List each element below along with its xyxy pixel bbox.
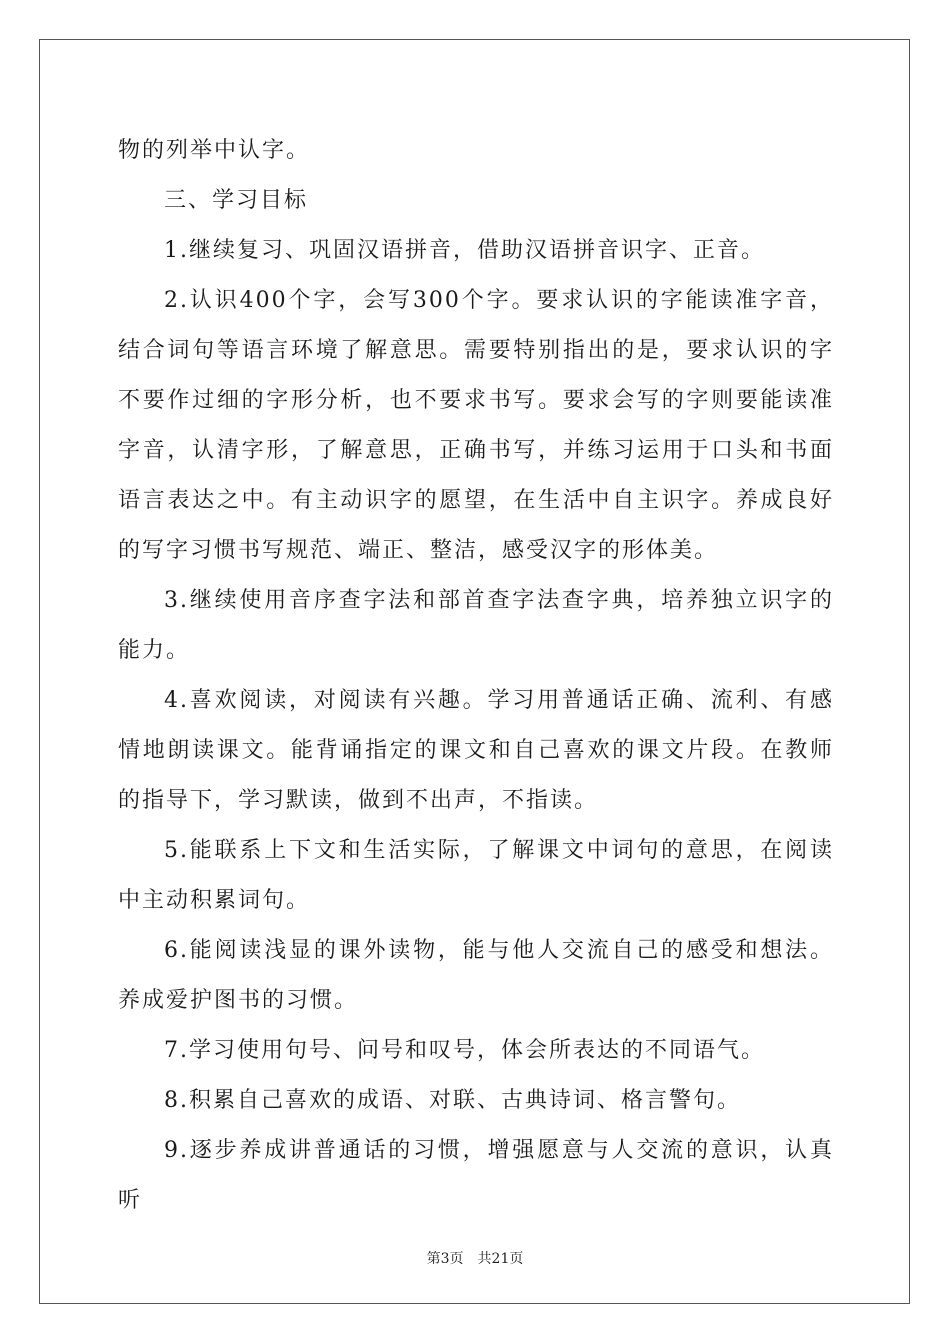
goal-item-2: 2.认识400个字，会写300个字。要求认识的字能读准字音，结合词句等语言环境了解意思。需要特别指出的是，要求认识的字不要作过细的字形分析，也不要求书写。要求会写的字则要能读准字音，认清字形，了解意思，正确书写，并练习运用于口头和书面语言表达之中。有主动识字的愿望，在生活中自主识字。养成良好的写字习惯书写规范、端正、整洁，感受汉字的形体美。: [118, 288, 834, 563]
page-number: 第3页: [426, 1251, 464, 1267]
goal-item-3: 3.继续使用音序查字法和部首查字法查字典，培养独立识字的能力。: [118, 588, 834, 663]
goal-item-9: 9.逐步养成讲普通话的习惯，增强愿意与人交流的意识，认真听: [118, 1138, 834, 1213]
goal-item-1: 1.继续复习、巩固汉语拼音，借助汉语拼音识字、正音。: [164, 238, 765, 263]
goal-item-7: 7.学习使用句号、问号和叹号，体会所表达的不同语气。: [164, 1038, 765, 1063]
goal-item-4: 4.喜欢阅读，对阅读有兴趣。学习用普通话正确、流利、有感情地朗读课文。能背诵指定的课文和自己喜欢的课文片段。在教师的指导下，学习默读，做到不出声，不指读。: [118, 688, 834, 813]
goal-item-5: 5.能联系上下文和生活实际，了解课文中词句的意思，在阅读中主动积累词句。: [118, 838, 834, 913]
page-footer: [0, 1248, 950, 1268]
goal-item-6: 6.能阅读浅显的课外读物，能与他人交流自己的感受和想法。养成爱护图书的习惯。: [118, 938, 834, 1013]
goal-item-8: 8.积累自己喜欢的成语、对联、古典诗词、格言警句。: [164, 1088, 741, 1113]
document-body: [118, 126, 834, 1226]
page-total: 共21页: [477, 1251, 524, 1267]
paragraph-continuation: 物的列举中认字。: [118, 138, 311, 163]
section-heading: 三、学习目标: [164, 188, 309, 213]
